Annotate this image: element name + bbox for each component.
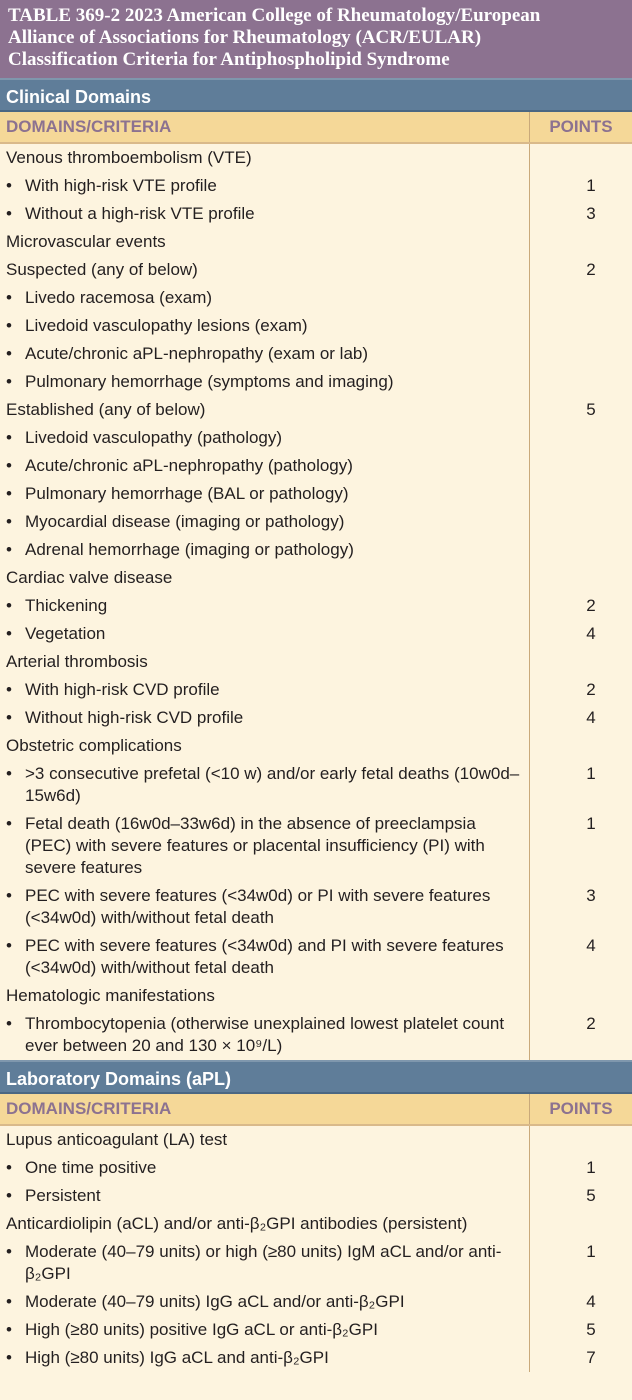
criterion-text: • PEC with severe features (<34w0d) or PI with severe features (<34w0d) with/without fetal death <box>0 882 530 932</box>
criterion-points <box>530 452 632 480</box>
criterion-points: 1 <box>586 176 596 195</box>
criterion-text: • >3 consecutive prefetal (<10 w) and/or early fetal deaths (10w0d–15w6d) <box>0 760 530 810</box>
criterion-text: • Moderate (40–79 units) or high (≥80 units) IgM aCL and/or anti-β₂GPI <box>0 1238 530 1288</box>
criterion-points <box>530 144 632 172</box>
table-row <box>0 1010 632 1060</box>
laboratory-rows <box>0 1126 632 1372</box>
title-line-3: Classification Criteria for Antiphospholipid Syndrome <box>8 49 450 70</box>
criterion-text: Obstetric complications <box>0 732 530 760</box>
table-row <box>0 508 632 536</box>
criterion-text: • Fetal death (16w0d–33w6d) in the absence of preeclampsia (PEC) with severe features or placental insufficiency (PI) with severe features <box>0 810 530 882</box>
criterion-text: • Pulmonary hemorrhage (symptoms and imaging) <box>0 368 530 396</box>
criterion-text: • Vegetation <box>0 620 530 648</box>
criterion-points: 1 <box>586 1158 596 1177</box>
criterion-points: 2 <box>586 260 596 279</box>
criterion-text: • Adrenal hemorrhage (imaging or pathology) <box>0 536 530 564</box>
table-row <box>0 480 632 508</box>
table-row <box>0 1126 632 1154</box>
criteria-column-label: DOMAINS/CRITERIA <box>0 112 530 142</box>
criterion-points <box>530 536 632 564</box>
table-row <box>0 1154 632 1182</box>
criterion-text: • High (≥80 units) IgG aCL and anti-β₂GPI <box>0 1344 530 1372</box>
table-row <box>0 284 632 312</box>
criterion-text: • Without a high-risk VTE profile <box>0 200 530 228</box>
table-row <box>0 732 632 760</box>
criterion-points <box>530 564 632 592</box>
criterion-text: • Livedo racemosa (exam) <box>0 284 530 312</box>
table-row <box>0 200 632 228</box>
criterion-points <box>530 424 632 452</box>
criterion-points: 2 <box>586 596 596 615</box>
criterion-points: 1 <box>586 814 596 833</box>
criterion-points: 5 <box>586 1320 596 1339</box>
table-row <box>0 982 632 1010</box>
criterion-text: Hematologic manifestations <box>0 982 530 1010</box>
table-row <box>0 620 632 648</box>
criterion-points: 1 <box>586 764 596 783</box>
table-row <box>0 396 632 424</box>
clinical-column-header <box>0 112 632 144</box>
criterion-points: 3 <box>586 886 596 905</box>
criterion-text: • Acute/chronic aPL-nephropathy (exam or lab) <box>0 340 530 368</box>
table-row <box>0 144 632 172</box>
table-title <box>0 0 632 78</box>
criterion-points <box>530 312 632 340</box>
criterion-text: Arterial thrombosis <box>0 648 530 676</box>
criterion-text: • With high-risk CVD profile <box>0 676 530 704</box>
criterion-text: • Myocardial disease (imaging or pathology) <box>0 508 530 536</box>
criterion-points: 1 <box>586 1242 596 1261</box>
criterion-points <box>530 648 632 676</box>
criterion-text: • Acute/chronic aPL-nephropathy (pathology) <box>0 452 530 480</box>
criterion-text: • Pulmonary hemorrhage (BAL or pathology) <box>0 480 530 508</box>
criterion-text: • With high-risk VTE profile <box>0 172 530 200</box>
table-row <box>0 932 632 982</box>
criterion-points <box>530 732 632 760</box>
criterion-points: 3 <box>586 204 596 223</box>
table-row <box>0 1288 632 1316</box>
table-row <box>0 536 632 564</box>
criterion-points <box>530 508 632 536</box>
table-row <box>0 564 632 592</box>
criterion-points: 4 <box>586 624 596 643</box>
criterion-points <box>530 480 632 508</box>
criterion-text: Established (any of below) <box>0 396 530 424</box>
laboratory-column-header <box>0 1094 632 1126</box>
criterion-text: • One time positive <box>0 1154 530 1182</box>
criterion-points: 5 <box>586 1186 596 1205</box>
criterion-points: 4 <box>586 1292 596 1311</box>
table-row <box>0 760 632 810</box>
criterion-points <box>530 340 632 368</box>
criterion-points: 4 <box>586 708 596 727</box>
table-row <box>0 1182 632 1210</box>
criterion-text: Suspected (any of below) <box>0 256 530 284</box>
criterion-text: • High (≥80 units) positive IgG aCL or anti-β₂GPI <box>0 1316 530 1344</box>
criteria-column-label: DOMAINS/CRITERIA <box>0 1094 530 1124</box>
table-row <box>0 368 632 396</box>
points-column-label: POINTS <box>549 1099 613 1118</box>
criterion-points <box>530 284 632 312</box>
title-line-1: TABLE 369-2 2023 American College of Rheumatology/European <box>8 5 541 26</box>
criterion-text: Venous thromboembolism (VTE) <box>0 144 530 172</box>
criterion-points <box>530 982 632 1010</box>
table-row <box>0 882 632 932</box>
table-row <box>0 704 632 732</box>
criterion-text: • Moderate (40–79 units) IgG aCL and/or anti-β₂GPI <box>0 1288 530 1316</box>
criterion-points <box>530 1210 632 1238</box>
table-row <box>0 676 632 704</box>
table-row <box>0 256 632 284</box>
criterion-points: 7 <box>586 1348 596 1367</box>
criterion-text: Anticardiolipin (aCL) and/or anti-β₂GPI antibodies (persistent) <box>0 1210 530 1238</box>
laboratory-section-header: Laboratory Domains (aPL) <box>0 1060 632 1094</box>
table-row <box>0 648 632 676</box>
criterion-text: • Livedoid vasculopathy (pathology) <box>0 424 530 452</box>
table-row <box>0 424 632 452</box>
criterion-points <box>530 368 632 396</box>
points-column-label: POINTS <box>549 117 613 136</box>
criterion-text: • Thickening <box>0 592 530 620</box>
table-row <box>0 340 632 368</box>
criterion-text: Lupus anticoagulant (LA) test <box>0 1126 530 1154</box>
criterion-text: Microvascular events <box>0 228 530 256</box>
criterion-text: • Persistent <box>0 1182 530 1210</box>
table-row <box>0 810 632 882</box>
criterion-points <box>530 1126 632 1154</box>
table-row <box>0 1344 632 1372</box>
table-row <box>0 228 632 256</box>
title-line-2: Alliance of Associations for Rheumatology (ACR/EULAR) <box>8 27 482 48</box>
table-row <box>0 1238 632 1288</box>
table-row <box>0 592 632 620</box>
table-row <box>0 1316 632 1344</box>
clinical-section-header: Clinical Domains <box>0 78 632 112</box>
criterion-points: 2 <box>586 1014 596 1033</box>
table-row <box>0 312 632 340</box>
criterion-points <box>530 228 632 256</box>
clinical-rows <box>0 144 632 1060</box>
criterion-text: Cardiac valve disease <box>0 564 530 592</box>
criterion-points: 2 <box>586 680 596 699</box>
criterion-text: • Livedoid vasculopathy lesions (exam) <box>0 312 530 340</box>
table-row <box>0 172 632 200</box>
table-row <box>0 452 632 480</box>
criterion-text: • PEC with severe features (<34w0d) and PI with severe features (<34w0d) with/without fetal death <box>0 932 530 982</box>
criterion-text: • Without high-risk CVD profile <box>0 704 530 732</box>
criterion-points: 5 <box>586 400 596 419</box>
criterion-text: • Thrombocytopenia (otherwise unexplained lowest platelet count ever between 20 and 130 × 10⁹/L) <box>0 1010 530 1060</box>
table-row <box>0 1210 632 1238</box>
criterion-points: 4 <box>586 936 596 955</box>
